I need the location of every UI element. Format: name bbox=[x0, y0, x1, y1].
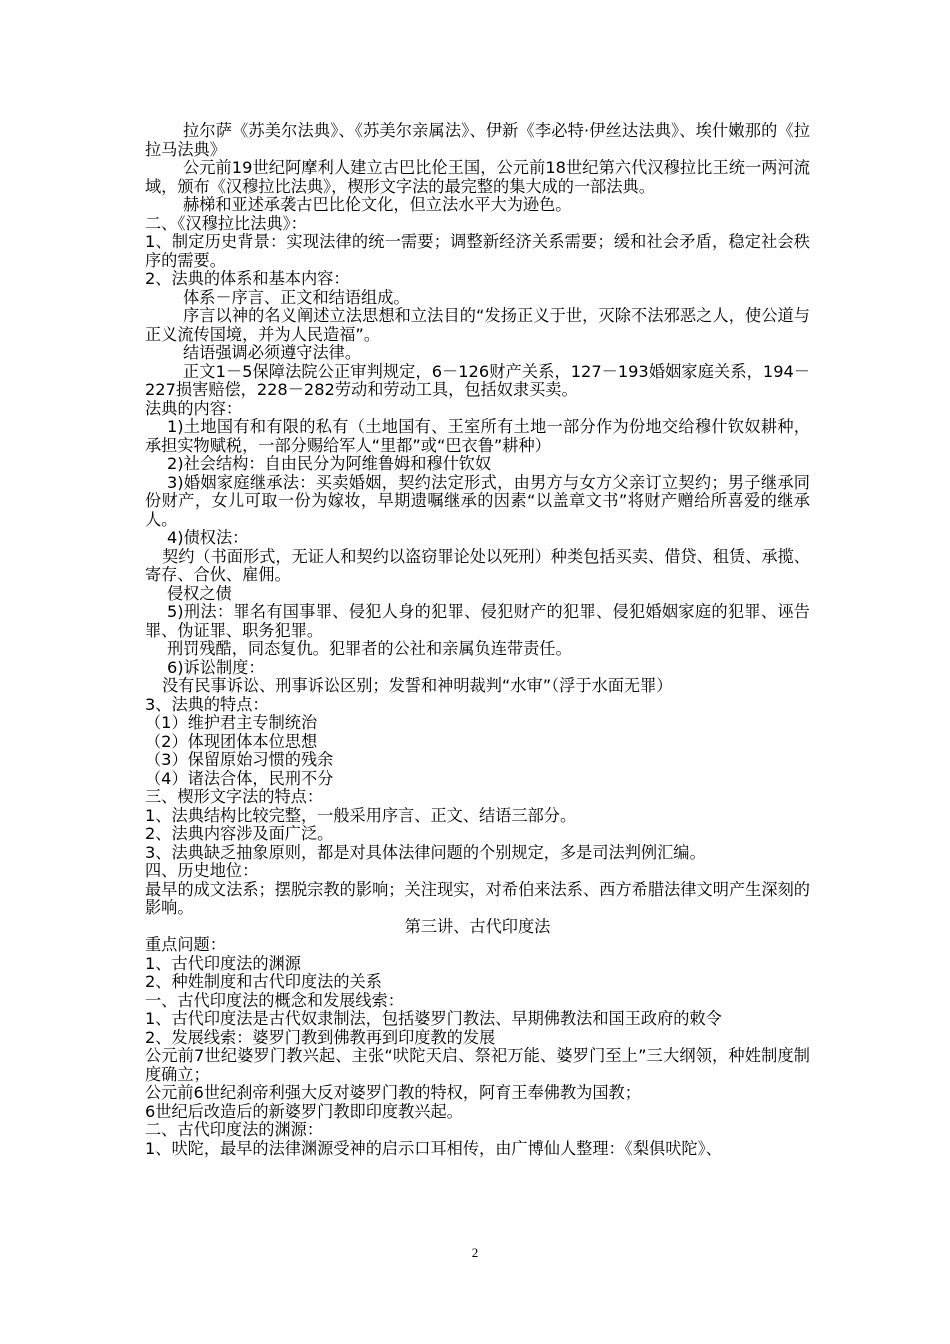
paragraph: 序言以神的名义阐述立法思想和立法目的“发扬正义于世，灭除不法邪恶之人，使公道与正义流传国境，并为人民造福”。 bbox=[145, 306, 810, 344]
paragraph: 6世纪后改造后的新婆罗门教即印度教兴起。 bbox=[145, 1101, 463, 1121]
paragraph: 1、制定历史背景：实现法律的统一需要；调整新经济关系需要；缓和社会矛盾，稳定社会秩序的需要。 bbox=[145, 232, 810, 270]
paragraph: 1、古代印度法的渊源 bbox=[145, 953, 301, 973]
paragraph: 1、吠陀，最早的法律渊源受神的启示口耳相传，由广博仙人整理：《梨俱吠陀》、 bbox=[145, 1138, 722, 1158]
paragraph: （1）维护君主专制统治 bbox=[145, 713, 318, 732]
paragraph: 1)土地国有和有限的私有（土地国有、王室所有土地一部分作为份地交给穆什钦奴耕种，承担实物赋税，一部分赐给军人“里都”或“巴衣鲁”耕种） bbox=[145, 417, 810, 455]
paragraph: 3)婚姻家庭继承法：买卖婚姻，契约法定形式，由男方与女方父亲订立契约；男子继承同份财产，女儿可取一份为嫁妆，早期遗嘱继承的因素“以盖章文书”将财产赠给所喜爱的继承人。 bbox=[145, 472, 810, 529]
paragraph: 2、法典内容涉及面广泛。 bbox=[145, 824, 334, 843]
paragraph: 2、发展线索：婆罗门教到佛教再到印度教的发展 bbox=[145, 1027, 496, 1047]
paragraph: 结语强调必须遵守法律。 bbox=[183, 343, 362, 362]
paragraph: 6)诉讼制度： bbox=[167, 657, 265, 677]
paragraph: 公元前6世纪刹帝利强大反对婆罗门教的特权，阿育王奉佛教为国教； bbox=[145, 1083, 641, 1102]
section-heading: 第三讲、古代印度法 bbox=[404, 916, 551, 936]
paragraph: 1、古代印度法是古代奴隶制法，包括婆罗门教法、早期佛教法和国王政府的敕令 bbox=[145, 1009, 722, 1028]
paragraph: 拉尔萨《苏美尔法典》、《苏美尔亲属法》、伊新《李必特·伊丝达法典》、埃什嫩那的《拉拉马法典》 bbox=[145, 121, 810, 159]
paragraph: 3、法典的特点： bbox=[145, 694, 269, 714]
paragraph: 二、《汉穆拉比法典》： bbox=[145, 213, 307, 233]
paragraph: 一、古代印度法的概念和发展线索： bbox=[145, 990, 404, 1010]
paragraph: 2)社会结构：自由民分为阿维鲁姆和穆什钦奴 bbox=[167, 454, 492, 473]
paragraph: 1、法典结构比较完整，一般采用序言、正文、结语三部分。 bbox=[145, 805, 577, 825]
paragraph: 体系－序言、正文和结语组成。 bbox=[183, 287, 410, 307]
paragraph: 三、楔形文字法的特点： bbox=[145, 787, 324, 806]
paragraph: 没有民事诉讼、刑事诉讼区别；发誓和神明裁判“水审”（浮于水面无罪） bbox=[162, 676, 673, 695]
page-number: 2 bbox=[471, 1245, 479, 1260]
document-body bbox=[145, 122, 810, 1158]
paragraph: 刑罚残酷，同态复仇。犯罪者的公社和亲属负连带责任。 bbox=[167, 639, 572, 658]
paragraph: 最早的成文法系；摆脱宗教的影响；关注现实，对希伯来法系、西方希腊法律文明产生深刻的影响。 bbox=[145, 879, 810, 917]
paragraph: 3、法典缺乏抽象原则，都是对具体法律问题的个别规定，多是司法判例汇编。 bbox=[145, 842, 706, 862]
paragraph: 法典的内容： bbox=[145, 398, 243, 418]
paragraph: 公元前19世纪阿摩利人建立古巴比伦王国，公元前18世纪第六代汉穆拉比王统一两河流域，颁布《汉穆拉比法典》，楔形文字法的最完整的集大成的一部法典。 bbox=[145, 158, 810, 196]
paragraph: （3）保留原始习惯的残余 bbox=[145, 750, 334, 769]
paragraph: 正文1－5保障法院公正审判规定，6－126财产关系，127－193婚姻家庭关系，194－227损害赔偿，228－282劳动和劳动工具，包括奴隶买卖。 bbox=[145, 361, 810, 399]
paragraph: 公元前7世纪婆罗门教兴起、主张“吠陀天启、祭祀万能、婆罗门至上”三大纲领，种姓制度制度确立； bbox=[145, 1046, 810, 1084]
paragraph: 5)刑法：罪名有国事罪、侵犯人身的犯罪、侵犯财产的犯罪、侵犯婚姻家庭的犯罪、诬告罪、伪证罪、职务犯罪。 bbox=[145, 602, 810, 640]
paragraph: 赫梯和亚述承袭古巴比伦文化，但立法水平大为逊色。 bbox=[183, 195, 572, 214]
paragraph: 4)债权法： bbox=[167, 528, 249, 547]
paragraph: 侵权之债 bbox=[167, 583, 232, 603]
paragraph: 重点问题： bbox=[145, 935, 226, 954]
paragraph: 2、种姓制度和古代印度法的关系 bbox=[145, 972, 382, 991]
paragraph: 四、历史地位： bbox=[145, 861, 259, 880]
paragraph: （2）体现团体本位思想 bbox=[145, 731, 318, 751]
paragraph: （4）诸法合体，民刑不分 bbox=[145, 768, 334, 788]
paragraph: 二、古代印度法的渊源： bbox=[145, 1120, 324, 1139]
paragraph: 契约（书面形式，无证人和契约以盗窃罪论处以死刑）种类包括买卖、借贷、租赁、承揽、寄存、合伙、雇佣。 bbox=[145, 546, 810, 584]
paragraph: 2、法典的体系和基本内容： bbox=[145, 269, 350, 288]
